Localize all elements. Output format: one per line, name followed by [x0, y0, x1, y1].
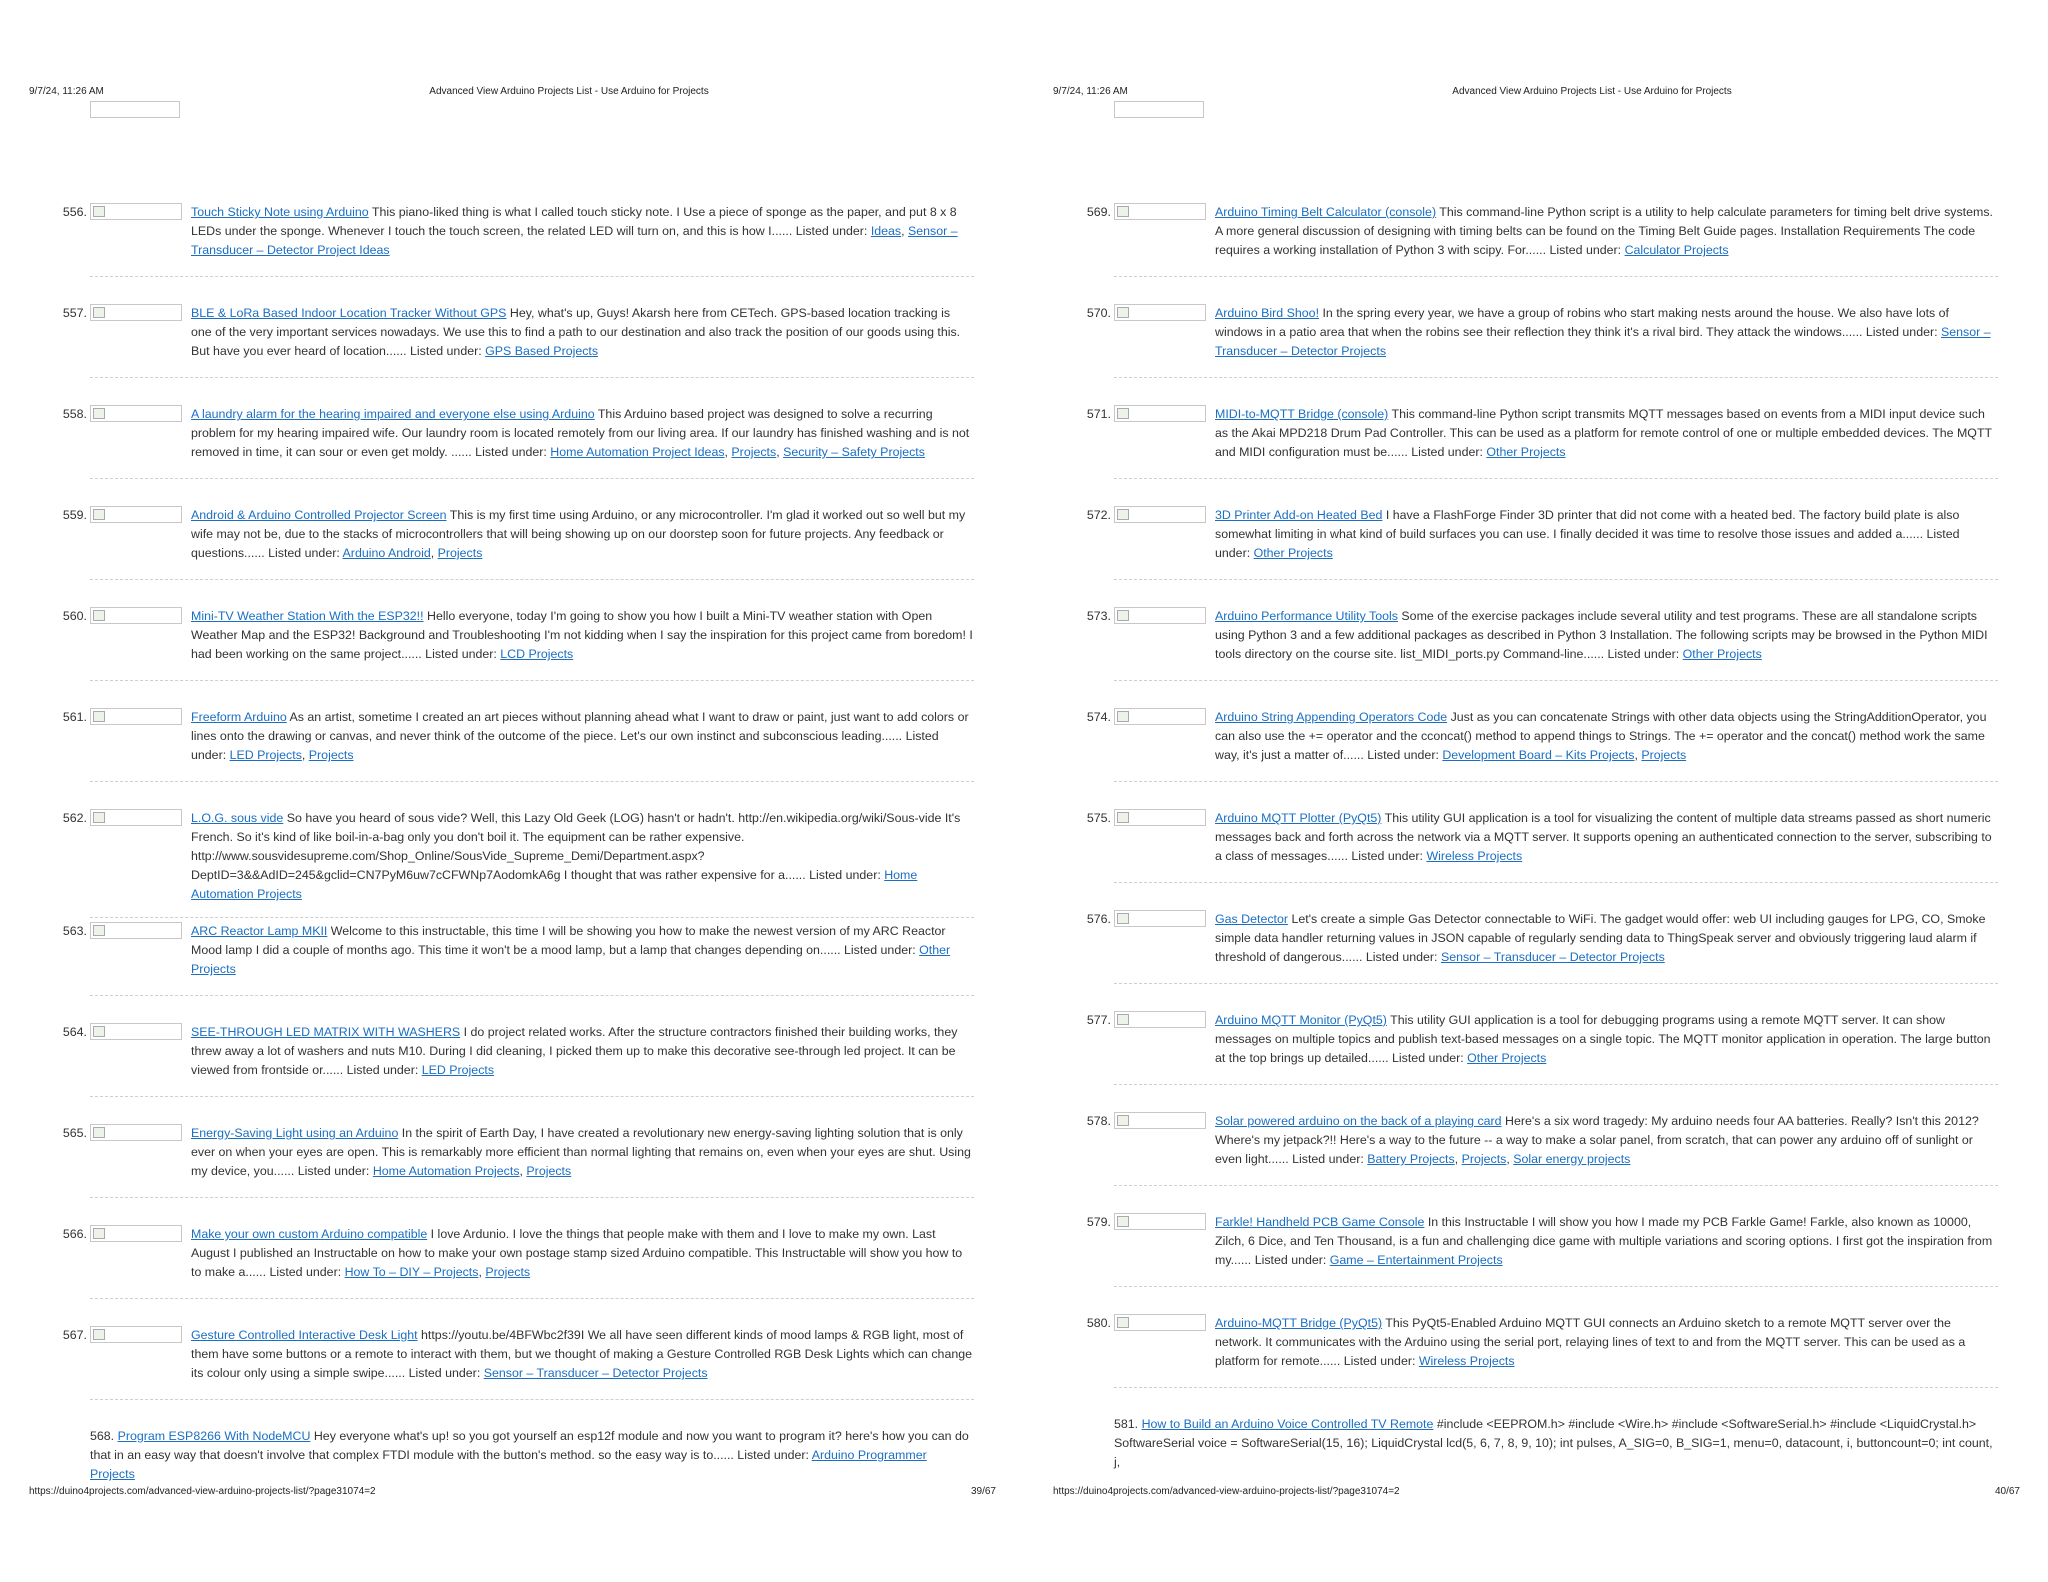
broken-image-icon[interactable]: [90, 708, 182, 725]
project-description: Just as you can concatenate Strings with other data objects using the StringAdditionOperator, you can also use the += operator and the cconcat() method to append things to Strings. The += operator and the concat() method work the same way, it's just a matter of...... Listed under:: [1215, 710, 1987, 762]
list-item: [0, 1427, 1024, 1528]
project-title-link[interactable]: Touch Sticky Note using Arduino: [191, 205, 369, 219]
project-title-link[interactable]: Arduino Timing Belt Calculator (console): [1215, 205, 1437, 219]
item-number: 567.: [62, 1328, 87, 1342]
broken-image-icon[interactable]: [90, 607, 182, 624]
broken-image-icon[interactable]: [90, 203, 182, 220]
category-link[interactable]: Other Projects: [191, 943, 951, 976]
project-title-link[interactable]: L.O.G. sous vide: [191, 811, 284, 825]
item-number: 564.: [62, 1025, 87, 1039]
project-description: This piano-liked thing is what I called touch sticky note. I Use a piece of sponge as the paper, and put 8 x 8 LEDs under the sponge. Whenever I touch the touch screen, the related LED will turn on, and this is how I...... Listed under:: [191, 205, 957, 238]
project-title-link[interactable]: MIDI-to-MQTT Bridge (console): [1215, 407, 1389, 421]
project-description: Let's create a simple Gas Detector connectable to WiFi. The gadget would offer: web UI including gauges for LPG, CO, Smoke simple data handler returning values in JSON capable of regularly sending data to ThingSpeak server and obviously triggering laud alarm if threshold of dangerous...... Listed under:: [1215, 912, 1986, 964]
list-item: [0, 708, 1024, 809]
broken-image-icon[interactable]: [90, 405, 182, 422]
item-number: 572.: [1086, 508, 1111, 522]
divider: [90, 377, 974, 378]
category-link[interactable]: Projects: [1641, 748, 1687, 762]
print-title: Advanced View Arduino Projects List - Use Arduino for Projects: [429, 86, 709, 97]
project-title-link[interactable]: Arduino Performance Utility Tools: [1215, 609, 1398, 623]
category-link[interactable]: Projects: [308, 748, 354, 762]
print-date: 9/7/24, 11:26 AM: [29, 86, 104, 97]
project-description: In this Instructable I will show you how I made my PCB Farkle Game! Farkle, also known as 10000, Zilch, 6 Dice, and Ten Thousand, is a fun and challenging dice game with multiple variations and scoring options. I first got the inspiration from my...... Listed under:: [1215, 1215, 1993, 1267]
list-item: [0, 809, 1024, 922]
category-link[interactable]: LCD Projects: [500, 647, 574, 661]
page-number: 40/67: [1994, 1486, 2020, 1497]
project-title-link[interactable]: Android & Arduino Controlled Projector Screen: [191, 508, 447, 522]
item-text: [1215, 1314, 1998, 1371]
project-title-link[interactable]: Arduino MQTT Plotter (PyQt5): [1215, 811, 1382, 825]
item-number: 581.: [1114, 1417, 1139, 1431]
project-description: This utility GUI application is a tool for debugging programs using a remote MQTT server. It can show messages on multiple topics and publish text-based messages on a single topic. The MQTT monitor application in operation. The large button at the top brings up detailed...... Listed under:: [1215, 1013, 1991, 1065]
project-description: Welcome to this instructable, this time I will be showing you how to make the newest version of my ARC Reactor Mood lamp I did a couple of months ago. This time it won't be a mood lamp, but a lamp that changes depending on...... Listed under:: [191, 924, 946, 957]
broken-image-icon[interactable]: [1114, 1112, 1206, 1129]
project-title-link[interactable]: Farkle! Handheld PCB Game Console: [1215, 1215, 1425, 1229]
project-description: In the spirit of Earth Day, I have created a revolutionary new energy-saving lighting solution that is only ever on when your eyes are open. This is remarkably more efficient than normal lighting that remains on, even when your eyes are shut. Using my device, you...... Listed under:: [191, 1126, 971, 1178]
print-url: https://duino4projects.com/advanced-view-arduino-projects-list/?page31074=2: [1053, 1486, 1400, 1497]
project-list: [0, 203, 1024, 1528]
category-link[interactable]: Projects: [1461, 1152, 1507, 1166]
list-item: [1024, 1314, 2048, 1415]
print-url: https://duino4projects.com/advanced-view-arduino-projects-list/?page31074=2: [29, 1486, 376, 1497]
item-text: [191, 809, 974, 904]
page-right: [1024, 0, 2048, 1582]
item-number: 580.: [1086, 1316, 1111, 1330]
item-text: [1215, 1011, 1998, 1068]
project-description: #include <EEPROM.h> #include <Wire.h> #include <SoftwareSerial.h> #include <LiquidCrystal.h> SoftwareSerial voice = SoftwareSerial(15, 16); LiquidCrystal lcd(5, 6, 7, 8, 9, 10); int pulses, A_SIG=0, B_SIG=1, menu=0, datacount, i, buttoncount=0; int count, j,: [1114, 1417, 1993, 1469]
divider: [1114, 882, 1998, 883]
item-text: [1215, 405, 1998, 462]
category-link[interactable]: Other Projects: [1486, 445, 1566, 459]
list-item: [0, 1023, 1024, 1124]
broken-image-icon[interactable]: [1114, 405, 1206, 422]
list-item: [1024, 708, 2048, 809]
project-description: This Arduino based project was designed to solve a recurring problem for my hearing impaired wife. Our laundry room is located remotely from our living area. If our laundry has finished washing and is not removed in time, it can sour or even get moldy. ...... Listed under:: [191, 407, 970, 459]
item-text: Android & Arduino Controlled Projector Screen This is my first time using Arduino, or any microcontroller. I'm glad it worked out so well but my wife may not be, due to the stacks of microcontrollers that will being showing up on our doorstep soon for future projects. Any feedback or questions...... Listed under: Arduino Android, Projects: [191, 508, 966, 560]
item-text: [191, 304, 974, 361]
list-item: [0, 405, 1024, 506]
category-link[interactable]: LED Projects: [421, 1063, 495, 1077]
list-item: [1024, 506, 2048, 607]
item-text: [90, 1427, 974, 1484]
category-link[interactable]: Home Automation Projects: [191, 868, 918, 901]
list-item: [1024, 809, 2048, 910]
project-list: [1024, 203, 2048, 1516]
category-link[interactable]: Home Automation Projects: [372, 1164, 520, 1178]
list-item: [0, 922, 1024, 1023]
broken-image-icon[interactable]: [1114, 1011, 1206, 1028]
page-number: 39/67: [970, 1486, 996, 1497]
broken-image-icon[interactable]: [1114, 203, 1206, 220]
broken-image-icon[interactable]: [1114, 708, 1206, 725]
item-text: Arduino String Appending Operators Code Just as you can concatenate Strings with other data objects using the StringAdditionOperator, you can also use the += operator and the cconcat() method to append things to Strings. The += operator and the concat() method work the same way, it's just a matter of...... Listed under: Development Board – Kits Projects, Projects: [1215, 710, 1987, 762]
item-number: 557.: [62, 306, 87, 320]
broken-image-icon[interactable]: [1114, 1314, 1206, 1331]
category-link[interactable]: Projects: [526, 1164, 572, 1178]
project-title-link[interactable]: Energy-Saving Light using an Arduino: [191, 1126, 399, 1140]
category-link[interactable]: Battery Projects: [1367, 1152, 1455, 1166]
list-item: [1024, 304, 2048, 405]
item-text: [191, 1023, 974, 1080]
category-link[interactable]: Other Projects: [1682, 647, 1762, 661]
project-title-link[interactable]: SEE-THROUGH LED MATRIX WITH WASHERS: [191, 1025, 461, 1039]
broken-image-icon[interactable]: [90, 922, 182, 939]
project-description: Hello everyone, today I'm going to show you how I built a Mini-TV weather station with Open Weather Map and the ESP32! Background and Troubleshooting I'm not kidding when I say the inspiration for this project came from boredom! I had been working on the same project...... Listed under:: [191, 609, 973, 661]
item-number: 578.: [1086, 1114, 1111, 1128]
print-date: 9/7/24, 11:26 AM: [1053, 86, 1128, 97]
item-number: 576.: [1086, 912, 1111, 926]
project-title-link[interactable]: How to Build an Arduino Voice Controlled TV Remote: [1141, 1417, 1434, 1431]
divider: [1114, 478, 1998, 479]
site-logo-placeholder[interactable]: [90, 101, 180, 118]
item-text: Solar powered arduino on the back of a playing card Here's a six word tragedy: My arduino needs four AA batteries. Really? Isn't this 2012? Where's my jetpack?!! Here's a way to the future -- a way to make a solar panel, from scratch, that can power any arduino off of sunlight or even light...... Listed under: Battery Projects, Projects, Solar energy projects: [1215, 1114, 1979, 1166]
project-title-link[interactable]: Arduino Bird Shoo!: [1215, 306, 1320, 320]
project-title-link[interactable]: 3D Printer Add-on Heated Bed: [1215, 508, 1383, 522]
list-item: [1024, 607, 2048, 708]
project-title-link[interactable]: Mini-TV Weather Station With the ESP32!!: [191, 609, 424, 623]
site-logo-placeholder[interactable]: [1114, 101, 1204, 118]
category-link[interactable]: Projects: [731, 445, 777, 459]
item-number: 574.: [1086, 710, 1111, 724]
broken-image-icon[interactable]: [90, 506, 182, 523]
divider: [1114, 781, 1998, 782]
item-text: Freeform Arduino As an artist, sometime I created an art pieces without planning ahead what I want to draw or paint, just want to add colors or lines onto the drawing or canvas, and never think of the outcome of the piece. Let's our own instinct and subconscious leading...... Listed under: LED Projects, Projects: [191, 710, 969, 762]
project-description: I have a FlashForge Finder 3D printer that did not come with a heated bed. The factory build plate is also somewhat limiting in what kind of build surfaces you can use. I finally decided it was time to resolve those issues and added a...... Listed under:: [1215, 508, 1960, 560]
category-link[interactable]: How To – DIY – Projects: [344, 1265, 479, 1279]
divider: [90, 1096, 974, 1097]
category-link[interactable]: Other Projects: [1253, 546, 1333, 560]
broken-image-icon[interactable]: [90, 304, 182, 321]
item-text: [191, 922, 974, 979]
broken-image-icon[interactable]: [1114, 809, 1206, 826]
divider: [90, 276, 974, 277]
project-title-link[interactable]: ARC Reactor Lamp MKII: [191, 924, 328, 938]
category-link[interactable]: Arduino Programmer Projects: [90, 1448, 927, 1481]
list-item: [0, 607, 1024, 708]
category-link[interactable]: Sensor – Transducer – Detector Projects: [483, 1366, 708, 1380]
list-item: [0, 1225, 1024, 1326]
project-title-link[interactable]: Gesture Controlled Interactive Desk Light: [191, 1328, 418, 1342]
category-link[interactable]: Game – Entertainment Projects: [1329, 1253, 1503, 1267]
item-text: A laundry alarm for the hearing impaired and everyone else using Arduino This Arduino based project was designed to solve a recurring problem for my hearing impaired wife. Our laundry room is located remotely from our living area. If our laundry has finished washing and is not removed in time, it can sour or even get moldy. ...... Listed under: Home Automation Project Ideas, Projects, Security – Safety Projects: [191, 407, 970, 459]
item-number: 566.: [62, 1227, 87, 1241]
category-link[interactable]: Sensor – Transducer – Detector Projects: [1215, 325, 1991, 358]
item-text: Energy-Saving Light using an Arduino In the spirit of Earth Day, I have created a revolutionary new energy-saving lighting solution that is only ever on when your eyes are open. This is remarkably more efficient than normal lighting that remains on, even when your eyes are shut. Using my device, you...... Listed under: Home Automation Projects, Projects: [191, 1126, 971, 1178]
item-text: [1215, 1213, 1998, 1270]
broken-image-icon[interactable]: [90, 809, 182, 826]
divider: [1114, 579, 1998, 580]
item-number: 568.: [90, 1429, 115, 1443]
category-link[interactable]: Development Board – Kits Projects: [1442, 748, 1635, 762]
project-description: This command-line Python script is a utility to help calculate parameters for timing belt drive systems. A more general discussion of designing with timing belts can be found on the Timing Belt Guide pages. Installation Requirements The code requires a working installation of Python 3 with scipy. For...... Listed under:: [1215, 205, 1993, 257]
item-number: 558.: [62, 407, 87, 421]
category-link[interactable]: LED Projects: [229, 748, 302, 762]
item-text: Touch Sticky Note using Arduino This piano-liked thing is what I called touch sticky note. I Use a piece of sponge as the paper, and put 8 x 8 LEDs under the sponge. Whenever I touch the touch screen, the related LED will turn on, and this is how I...... Listed under: Ideas, Sensor – Transducer – Detector Project Ideas: [191, 205, 958, 257]
project-description: This command-line Python script transmits MQTT messages based on events from a MIDI input device such as the Akai MPD218 Drum Pad Controller. This can be used as a platform for remote control of one or multiple embedded devices. The MQTT and MIDI configuration must be...... Listed under:: [1215, 407, 1992, 459]
broken-image-icon[interactable]: [90, 1023, 182, 1040]
divider: [90, 917, 974, 918]
category-link[interactable]: Ideas: [870, 224, 902, 238]
list-item: [1024, 1011, 2048, 1112]
divider: [1114, 680, 1998, 681]
item-text: [191, 607, 974, 664]
category-link[interactable]: Sensor – Transducer – Detector Project Ideas: [191, 224, 958, 257]
project-title-link[interactable]: Arduino MQTT Monitor (PyQt5): [1215, 1013, 1387, 1027]
list-item: [0, 203, 1024, 304]
project-description: I do project related works. After the structure contractors finished their building works, they threw away a lot of washers and nuts M10. During I did cleaning, I picked them up to make this decorative see-through led project. It can be viewed from frontside or...... Listed under:: [191, 1025, 958, 1077]
category-link[interactable]: Projects: [485, 1265, 531, 1279]
list-item: [1024, 1112, 2048, 1213]
project-title-link[interactable]: A laundry alarm for the hearing impaired and everyone else using Arduino: [191, 407, 595, 421]
item-number: 561.: [62, 710, 87, 724]
broken-image-icon[interactable]: [1114, 304, 1206, 321]
list-item: [0, 1326, 1024, 1427]
divider: [90, 995, 974, 996]
category-link[interactable]: Calculator Projects: [1624, 243, 1729, 257]
item-number: 560.: [62, 609, 87, 623]
project-title-link[interactable]: BLE & LoRa Based Indoor Location Tracker Without GPS: [191, 306, 507, 320]
divider: [90, 1399, 974, 1400]
list-item: [1024, 203, 2048, 304]
broken-image-icon[interactable]: [1114, 506, 1206, 523]
project-title-link[interactable]: Arduino-MQTT Bridge (PyQt5): [1215, 1316, 1383, 1330]
item-number: 571.: [1086, 407, 1111, 421]
divider: [1114, 1084, 1998, 1085]
category-link[interactable]: Arduino Android: [342, 546, 431, 560]
project-description: Hey, what's up, Guys! Akarsh here from CETech. GPS-based location tracking is one of the very important services nowadays. We use this to find a path to our destination and also track the position of our goods using this. But have you ever heard of location...... Listed under:: [191, 306, 961, 358]
category-link[interactable]: Solar energy projects: [1513, 1152, 1631, 1166]
list-item: [1024, 405, 2048, 506]
item-text: [1215, 304, 1998, 361]
project-description: In the spring every year, we have a group of robins who start making nests around the house. We also have lots of windows in a patio area that when the robins see their reflection they think it's a rival bird. They attack the windows...... Listed under:: [1215, 306, 1950, 339]
category-link[interactable]: Home Automation Project Ideas: [550, 445, 725, 459]
item-number: 579.: [1086, 1215, 1111, 1229]
broken-image-icon[interactable]: [1114, 910, 1206, 927]
category-link[interactable]: Projects: [437, 546, 483, 560]
project-title-link[interactable]: Arduino String Appending Operators Code: [1215, 710, 1448, 724]
project-title-link[interactable]: Gas Detector: [1215, 912, 1288, 926]
list-item: [0, 1124, 1024, 1225]
item-number: 573.: [1086, 609, 1111, 623]
project-description: As an artist, sometime I created an art pieces without planning ahead what I want to draw or paint, just want to add colors or lines onto the drawing or canvas, and never think of the outcome of the piece. Let's our own instinct and subconscious leading...... Listed under:: [191, 710, 969, 762]
item-text: [1215, 203, 1998, 260]
project-description: This PyQt5-Enabled Arduino MQTT GUI connects an Arduino sketch to a remote MQTT server over the network. It communicates with the Arduino using the serial port, relaying lines of text to and from the MQTT server. This can be used as a platform for remote...... Listed under:: [1215, 1316, 1966, 1368]
project-title-link[interactable]: Make your own custom Arduino compatible: [191, 1227, 428, 1241]
item-number: 565.: [62, 1126, 87, 1140]
category-link[interactable]: GPS Based Projects: [485, 344, 599, 358]
project-description: https://youtu.be/4BFWbc2f39I We all have seen different kinds of mood lamps & RGB light, most of them have some buttons or a remote to interact with them, but we thought of making a Gesture Controlled RGB Desk Lights which can change its colour only using a simple swipe...... Listed under:: [191, 1328, 973, 1380]
divider: [90, 579, 974, 580]
item-number: 575.: [1086, 811, 1111, 825]
project-description: This utility GUI application is a tool for visualizing the content of multiple data streams passed as short numeric messages back and forth across the network via a MQTT server. It supports opening an authenticated connection to the server, subscribing to a class of messages...... Listed under:: [1215, 811, 1992, 863]
list-item: [0, 304, 1024, 405]
print-title: Advanced View Arduino Projects List - Use Arduino for Projects: [1452, 86, 1732, 97]
project-description: Here's a six word tragedy: My arduino needs four AA batteries. Really? Isn't this 2012? Where's my jetpack?!! Here's a way to the future -- a way to make a solar panel, from scratch, that can power any arduino off of sunlight or even light...... Listed under:: [1215, 1114, 1979, 1166]
broken-image-icon[interactable]: [90, 1225, 182, 1242]
category-link[interactable]: Other Projects: [1467, 1051, 1547, 1065]
list-item: [0, 506, 1024, 607]
project-title-link[interactable]: Solar powered arduino on the back of a playing card: [1215, 1114, 1502, 1128]
item-text: [1215, 809, 1998, 866]
project-description: This is my first time using Arduino, or any microcontroller. I'm glad it worked out so well but my wife may not be, due to the stacks of microcontrollers that will being showing up on our doorstep soon for future projects. Any feedback or questions...... Listed under:: [191, 508, 966, 560]
divider: [1114, 276, 1998, 277]
divider: [90, 1197, 974, 1198]
project-description: Some of the exercise packages include several utility and test programs. These are all standalone scripts using Python 3 and a few additional packages as described in Python 3 Installation. The following scripts may be browsed in the Python MIDI tools directory on the course site. list_MIDI_ports.py Command-line...... Listed under:: [1215, 609, 1988, 661]
item-number: 570.: [1086, 306, 1111, 320]
divider: [90, 680, 974, 681]
item-text: [191, 1326, 974, 1383]
item-number: 563.: [62, 924, 87, 938]
project-description: So have you heard of sous vide? Well, this Lazy Old Geek (LOG) hasn't or hadn't. http://en.wikipedia.org/wiki/Sous-vide It's French. So it's kind of like boil-in-a-bag only you don't boil it. The equipment can be rather expensive. http://www.sousvidesupreme.com/Shop_Online/SousVide_Supreme_Demi/Department.aspx?DeptID=3&&AdID=245&gclid=CN7PyM6uw7cCFWNp7AodomkA6g I thought that was rather expensive for a...... Listed under:: [191, 811, 961, 882]
divider: [90, 478, 974, 479]
category-link[interactable]: Wireless Projects: [1426, 849, 1523, 863]
divider: [1114, 983, 1998, 984]
item-text: [1215, 910, 1998, 967]
broken-image-icon[interactable]: [1114, 1213, 1206, 1230]
list-item: [1024, 1213, 2048, 1314]
broken-image-icon[interactable]: [90, 1124, 182, 1141]
item-text: [1114, 1415, 1998, 1472]
item-text: Make your own custom Arduino compatible I love Ardunio. I love the things that people make with them and I love to make my own. Last August I published an Instructable on how to make your own postage stamp sized Arduino compatible. This Instructable will show you how to to make a...... Listed under: How To – DIY – Projects, Projects: [191, 1227, 963, 1279]
divider: [1114, 1286, 1998, 1287]
project-title-link[interactable]: Program ESP8266 With NodeMCU: [117, 1429, 311, 1443]
divider: [90, 781, 974, 782]
category-link[interactable]: Security – Safety Projects: [783, 445, 925, 459]
divider: [1114, 1387, 1998, 1388]
divider: [90, 1298, 974, 1299]
item-number: 569.: [1086, 205, 1111, 219]
divider: [1114, 377, 1998, 378]
broken-image-icon[interactable]: [1114, 607, 1206, 624]
project-description: I love Ardunio. I love the things that people make with them and I love to make my own. Last August I published an Instructable on how to make your own postage stamp sized Arduino compatible. This Instructable will show you how to to make a...... Listed under:: [191, 1227, 963, 1279]
divider: [1114, 1185, 1998, 1186]
list-item: [1024, 910, 2048, 1011]
category-link[interactable]: Sensor – Transducer – Detector Projects: [1440, 950, 1665, 964]
item-text: [1215, 506, 1998, 563]
category-link[interactable]: Wireless Projects: [1418, 1354, 1515, 1368]
item-number: 559.: [62, 508, 87, 522]
broken-image-icon[interactable]: [90, 1326, 182, 1343]
item-text: [1215, 607, 1998, 664]
item-number: 577.: [1086, 1013, 1111, 1027]
item-number: 556.: [62, 205, 87, 219]
list-item: [1024, 1415, 2048, 1516]
item-number: 562.: [62, 811, 87, 825]
project-title-link[interactable]: Freeform Arduino: [191, 710, 287, 724]
project-description: Hey everyone what's up! so you got yourself an esp12f module and now you want to program it? here's how you can do that in an easy way that doesn't involve that complex FTDI module with the button's method. so the easy way is to...... Listed under:: [90, 1429, 969, 1462]
